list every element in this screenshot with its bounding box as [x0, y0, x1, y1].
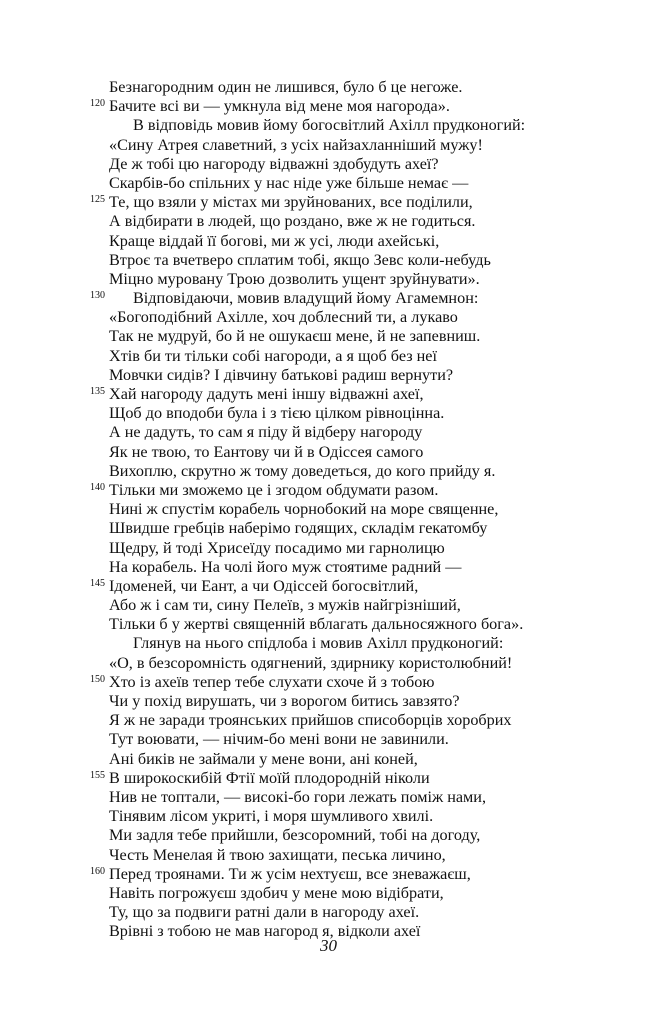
line-number: 140: [90, 481, 105, 493]
line-text: Ту, що за подвиги ратні дали в нагороду ахеї.: [109, 903, 420, 922]
verse-line: [0, 347, 657, 366]
verse-line: [0, 136, 657, 155]
line-text: Швидше гребців наберімо годящих, складім гекатомбу: [109, 519, 488, 538]
verse-line: [0, 730, 657, 749]
line-text: «Сину Атрея славетний, з усіх найзахланніший мужу!: [109, 135, 483, 154]
line-number: 120: [90, 98, 105, 110]
verse-line: [0, 884, 657, 903]
line-text: Міцно муровану Трою дозволить ущент зруйнувати».: [109, 269, 480, 288]
line-text: Те, що взяли у містах ми зруйнованих, все поділили,: [109, 193, 473, 212]
line-text: Глянув на нього спідлоба і мовив Ахілл прудконогий:: [133, 634, 504, 653]
verse-line: [0, 692, 657, 711]
verse-line: [0, 711, 657, 730]
line-text: Честь Менелая й твою захищати, песька личино,: [109, 845, 446, 864]
verse-line: [0, 443, 657, 462]
verse-line: [0, 826, 657, 845]
line-text: Відповідаючи, мовив владущий йому Агамемнон:: [133, 289, 479, 308]
line-text: Чи у похід вирушать, чи з ворогом битись завзято?: [109, 692, 460, 710]
line-text: Безнагородним один не лишився, було б це негоже.: [109, 78, 463, 96]
line-number: 160: [90, 865, 105, 877]
line-number: 125: [90, 194, 105, 206]
line-text: Нині ж спустім корабель чорнобокий на море священне,: [109, 500, 499, 519]
line-text: Бачите всі ви — умкнула від мене моя нагорода».: [109, 97, 450, 116]
line-text: Так не мудруй, бо й не ошукаєш мене, й не запевниш.: [109, 327, 481, 346]
verse-line: [0, 327, 657, 346]
line-text: Як не твою, то Еантову чи й в Одіссея самого: [109, 442, 424, 461]
verse-line: [0, 500, 657, 519]
verse-line: [0, 519, 657, 538]
line-text: Я ж не заради троянських прийшов списоборців хоробрих: [109, 711, 512, 730]
line-text: Втроє та вчетверо сплатим тобі, якщо Зевс коли-небудь: [109, 250, 491, 269]
verse-line: [0, 596, 657, 615]
verse-line: [0, 385, 657, 404]
line-text: Де ж тобі цю нагороду відважні здобудуть ахеї?: [109, 154, 439, 173]
line-number: 135: [90, 386, 105, 397]
line-text: Перед троянами. Ти ж усім нехтуєш, все зневажаєш,: [109, 864, 471, 883]
line-text: Тільки б у жертві священній вблагать дальносяжного бога».: [109, 615, 524, 634]
verse-line: [0, 193, 657, 212]
verse-line: [0, 251, 657, 270]
line-text: На корабель. На чолі його муж стоятиме радний —: [109, 557, 462, 576]
line-text: Ідоменей, чи Еант, а чи Одіссей богосвітлий,: [109, 576, 419, 595]
line-text: Мовчки сидів? І дівчину батькові радиш вернути?: [109, 365, 454, 384]
verse-line: [0, 577, 657, 596]
line-text: Краще віддай її богові, ми ж усі, люди ахейські,: [109, 231, 440, 250]
line-text: А не дадуть, то сам я піду й відберу нагороду: [109, 423, 423, 442]
line-text: Ми задля тебе прийшли, безсоромний, тобі на догоду,: [109, 826, 481, 845]
line-text: А відбирати в людей, що роздано, вже ж не годиться.: [109, 212, 476, 231]
line-text: Хто із ахеїв тепер тебе слухати схоче й з тобою: [109, 672, 435, 691]
verse-line: [0, 539, 657, 558]
verse-line: [0, 807, 657, 826]
verse-line: [0, 903, 657, 922]
line-number: 155: [90, 769, 105, 781]
line-number: 150: [90, 673, 105, 685]
line-text: Щоб до вподоби була і з тією цілком рівноцінна.: [109, 404, 445, 423]
line-number: 130: [90, 290, 105, 302]
verse-line: [0, 769, 657, 788]
line-text: В відповідь мовив йому богосвітлий Ахілл прудконогий:: [133, 116, 526, 135]
page-number: 30: [320, 936, 337, 955]
line-text: Хай нагороду дадуть мені іншу відважні ахеї,: [109, 385, 424, 403]
line-text: «Богоподібний Ахілле, хоч доблесний ти, а лукаво: [109, 308, 458, 327]
verse-line: [0, 289, 657, 308]
line-text: «О, в безсоромність одягнений, здирнику користолюбний!: [109, 653, 513, 672]
verse-line: [0, 673, 657, 692]
verse-line: [0, 155, 657, 174]
line-text: Ані биків не займали у мене вони, ані коней,: [109, 749, 418, 768]
line-text: Щедру, й тоді Хрисеїду посадимо ми гарнолицю: [109, 538, 445, 557]
verse-line: [0, 404, 657, 423]
verse-line: [0, 481, 657, 500]
verse-line: [0, 423, 657, 442]
verse-line: [0, 212, 657, 231]
line-text: Врівні з тобою не мав нагород я, відколи ахеї: [109, 922, 421, 941]
line-text: Вихоплю, скрутно ж тому доведеться, до кого прийду я.: [109, 461, 496, 480]
verse-line: [0, 97, 657, 116]
verse-line: [0, 615, 657, 634]
line-text: Або ж і сам ти, сину Пелеїв, з мужів найгрізніший,: [109, 596, 461, 615]
line-text: Скарбів-бо спільних у нас ніде уже більше немає —: [109, 173, 469, 192]
verse-line: [0, 788, 657, 807]
verse-line: [0, 232, 657, 251]
verse-line: [0, 116, 657, 135]
line-text: Тінявим лісом укриті, і моря шумливого хвилі.: [109, 807, 434, 826]
verse-line: [0, 865, 657, 884]
line-text: Тут воювати, — нічим-бо мені вони не завинили.: [109, 730, 449, 749]
verse-line: [0, 634, 657, 653]
line-text: Нив не топтали, — високі-бо гори лежать поміж нами,: [109, 787, 487, 806]
line-number: 145: [90, 577, 105, 589]
verse-line: [0, 308, 657, 327]
line-text: Навіть погрожуєш здобич у мене мою відібрати,: [109, 883, 444, 902]
line-text: В широкоскибій Фтії моїй плодородній ніколи: [109, 768, 430, 787]
line-text: Тільки ми зможемо це і згодом обдумати разом.: [109, 480, 439, 499]
line-text: Хтів би ти тільки собі нагороди, а я щоб без неї: [109, 346, 437, 365]
verse-block: [0, 78, 657, 941]
